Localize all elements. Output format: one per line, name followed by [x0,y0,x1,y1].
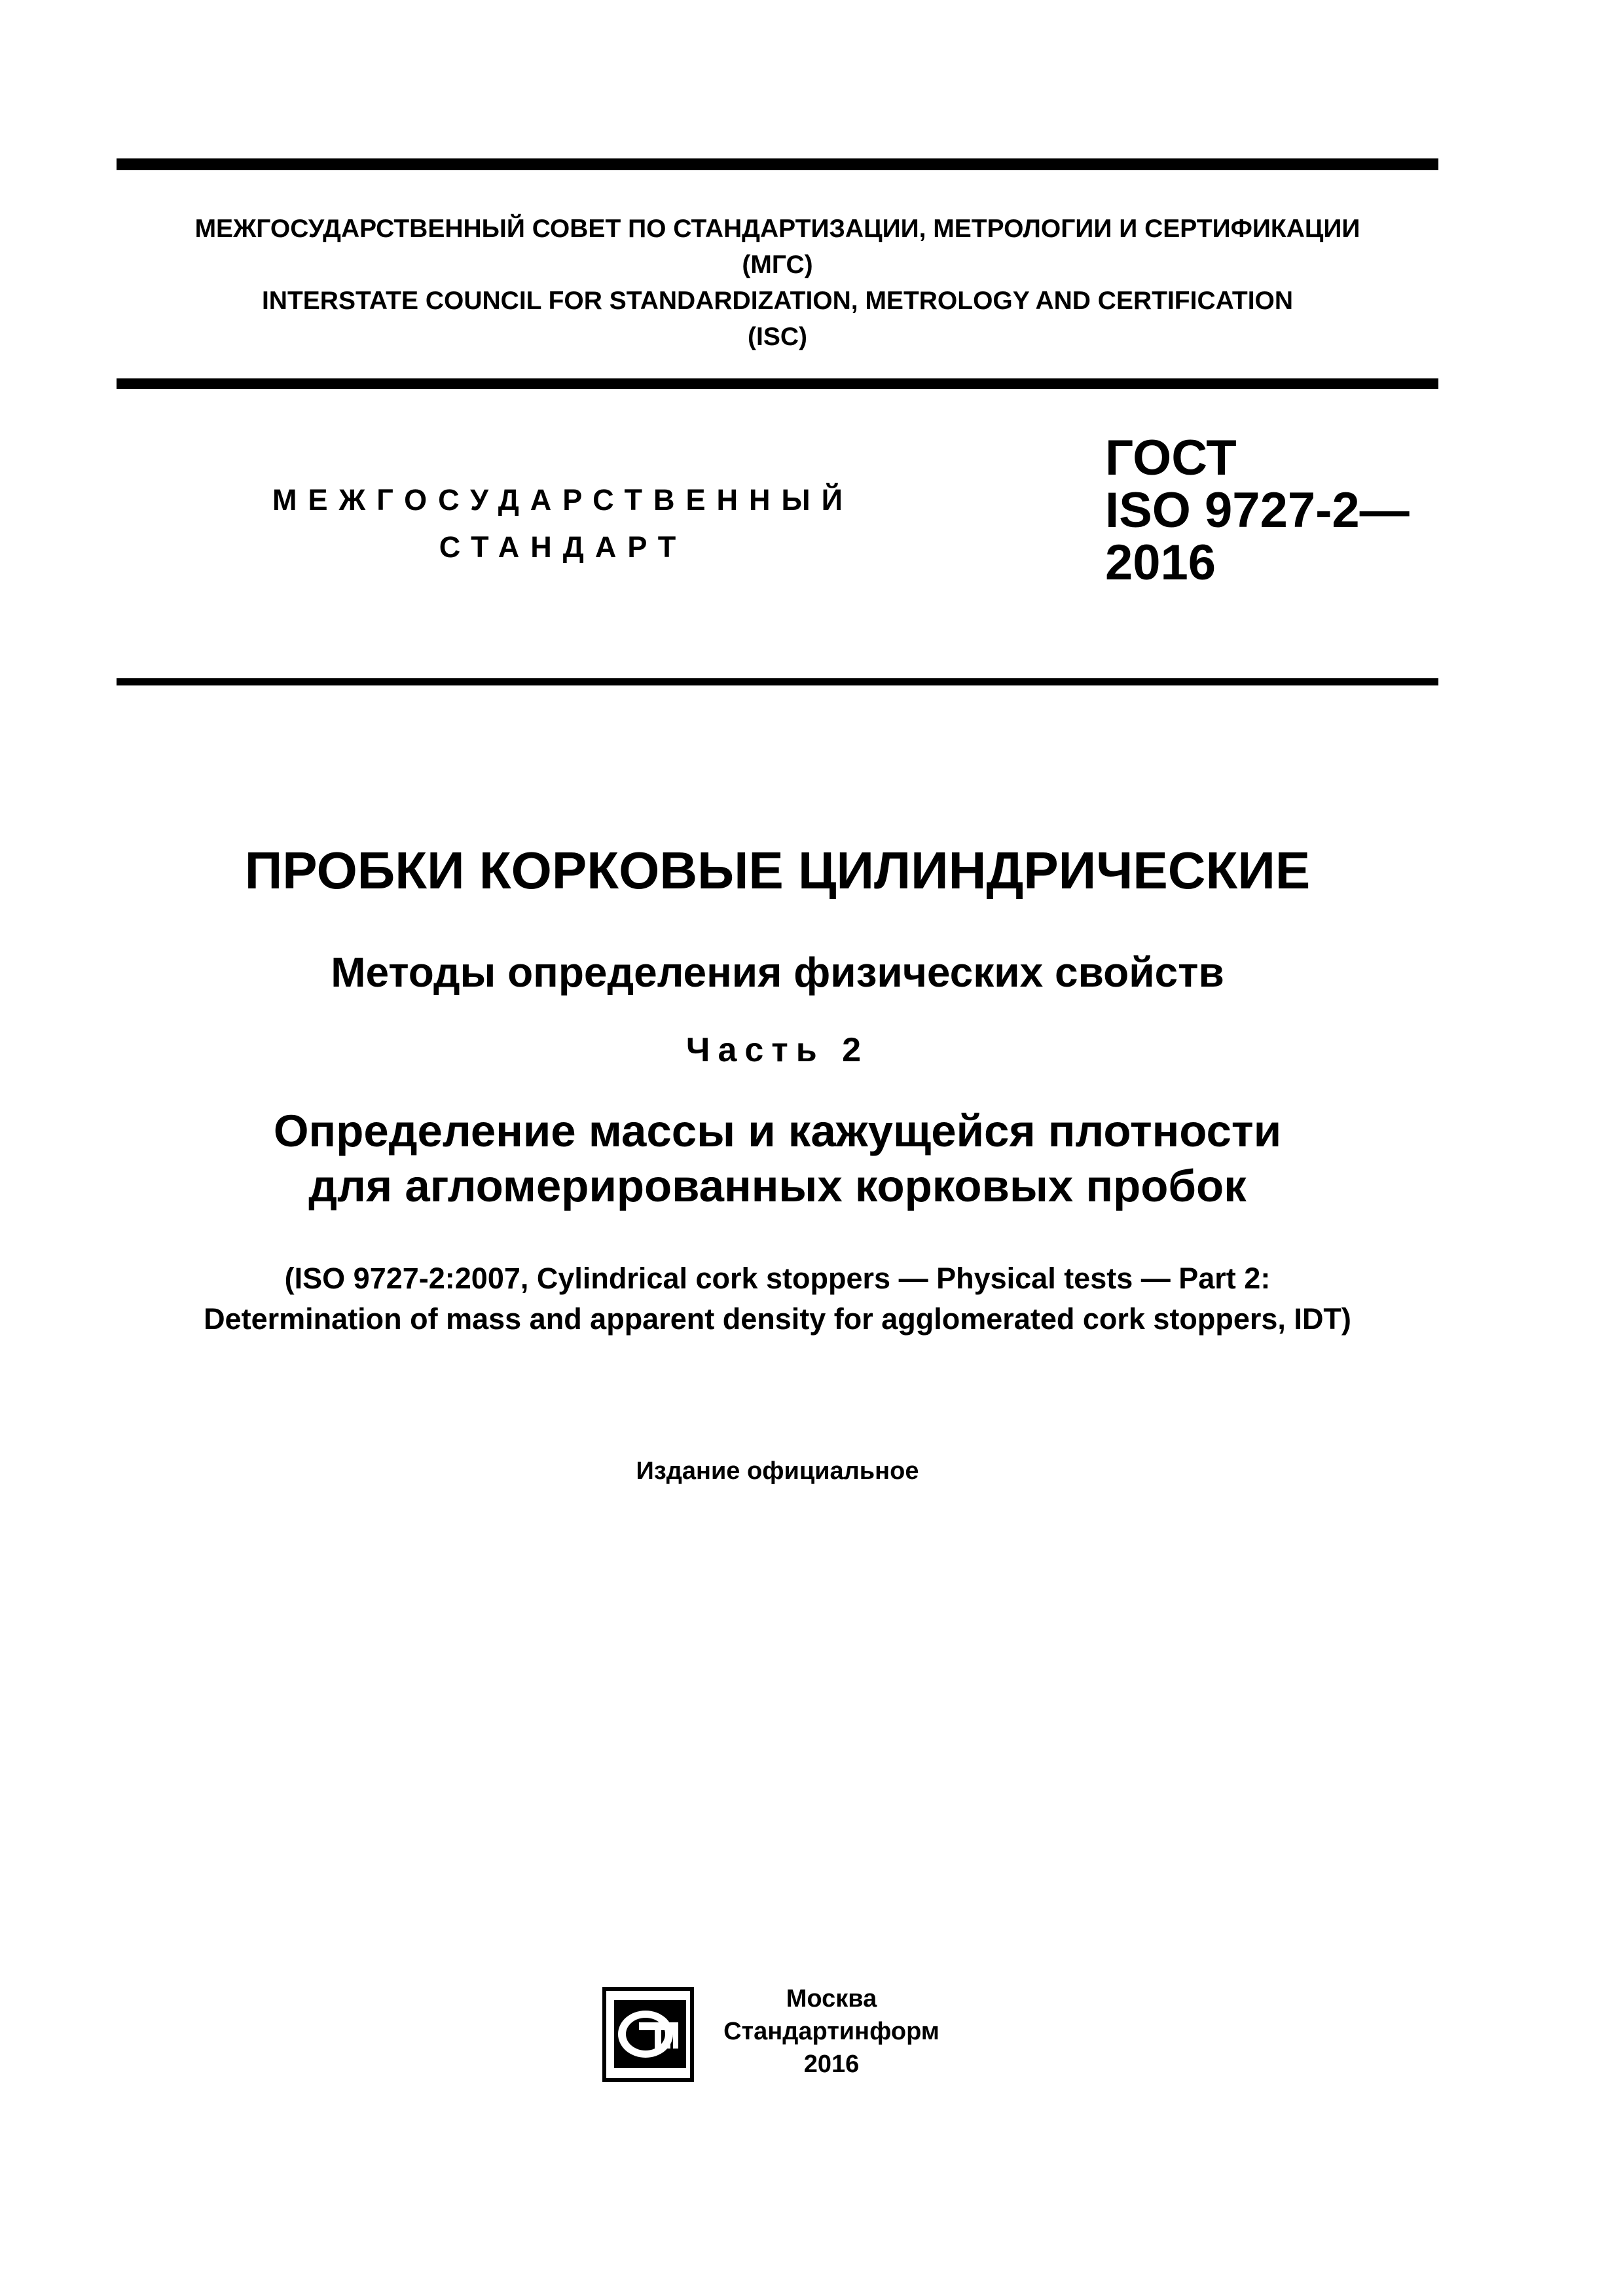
standartinform-logo-icon [602,1987,694,2082]
council-abbr-en: (ISC) [748,323,807,351]
part-number: Часть 2 [685,1031,869,1069]
standard-type [236,477,890,571]
bottom-rule [117,678,1438,685]
council-name-en: INTERSTATE COUNCIL FOR STANDARDIZATION, METROLOGY AND CERTIFICATION [261,287,1294,315]
designation-line3: 2016 [1105,535,1216,591]
council-header [117,211,1438,355]
standard-type-line1: МЕЖГОСУДАРСТВЕННЫЙ [272,483,854,517]
main-title: ПРОБКИ КОРКОВЫЕ ЦИЛИНДРИЧЕСКИЕ [244,841,1311,900]
designation-line2: ISO 9727-2— [1105,483,1410,538]
publisher-block [707,1982,956,2081]
publisher-city: Москва [786,1985,877,2013]
iso-reference-line1: (ISO 9727-2:2007, Cylindrical cork stoppers — Physical tests — Part 2: [284,1262,1271,1295]
standard-type-line2: СТАНДАРТ [439,530,687,564]
edition-label: Издание официальное [636,1457,919,1485]
council-name-ru: МЕЖГОСУДАРСТВЕННЫЙ СОВЕТ ПО СТАНДАРТИЗАЦИИ, МЕТРОЛОГИИ И СЕРТИФИКАЦИИ [194,215,1360,243]
part-title-line1: Определение массы и кажущейся плотности [273,1106,1282,1156]
iso-reference [117,1258,1438,1339]
part-title-line2: для агломерированных корковых пробок [308,1161,1247,1211]
top-rule [117,158,1438,170]
iso-reference-line2: Determination of mass and apparent density for agglomerated cork stoppers, IDT) [204,1302,1351,1336]
designation-line1: ГОСТ [1105,430,1237,486]
part-title [117,1104,1438,1214]
publisher-year: 2016 [803,2050,860,2078]
middle-rule [117,378,1438,389]
standard-designation [1105,432,1410,589]
council-abbr-ru: (МГС) [742,251,813,279]
publisher-name: Стандартинформ [723,2018,939,2045]
subtitle: Методы определения физических свойств [331,949,1224,996]
